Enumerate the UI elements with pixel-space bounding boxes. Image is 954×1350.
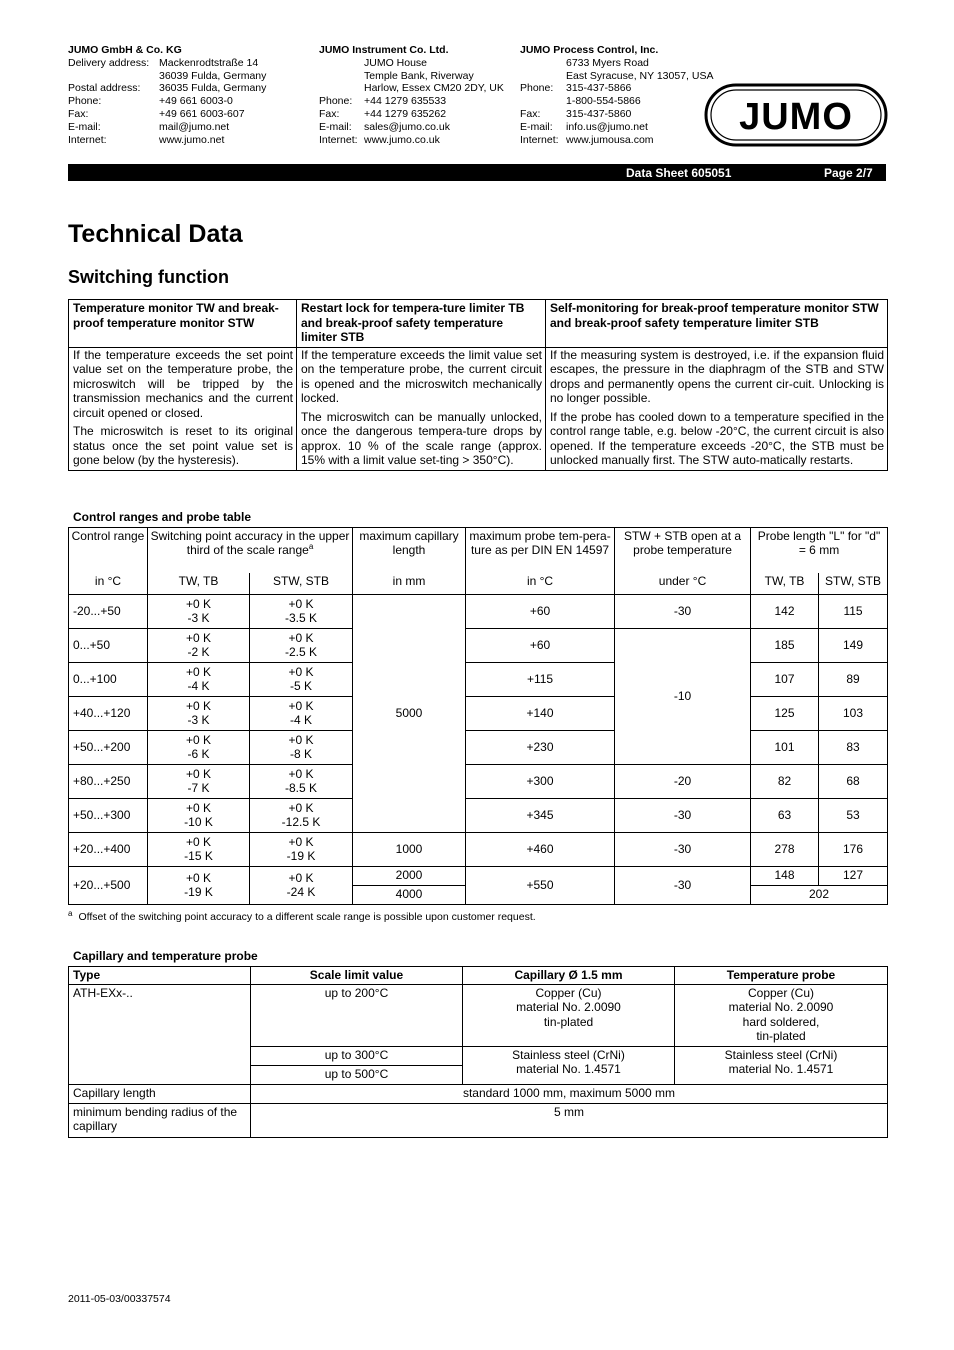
address-label: Phone: xyxy=(68,95,102,108)
length-cell: 278 xyxy=(751,833,819,867)
capillary-cell xyxy=(463,1046,675,1084)
accuracy-plus: +0 K xyxy=(288,767,314,781)
column-header: Scale limit value xyxy=(251,967,463,985)
column-header: Self-monitoring for break-proof temperature monitor STW and break-proof safety temperature limiter STB xyxy=(546,300,888,348)
page-number: Page 2/7 xyxy=(824,166,873,180)
accuracy-minus: -7 K xyxy=(187,780,210,795)
material-line: tin-plated xyxy=(756,1029,806,1043)
accuracy-minus: -8 K xyxy=(290,746,313,761)
document-id: 2011-05-03/00337574 xyxy=(68,1293,171,1305)
address-line xyxy=(520,108,713,121)
address-value: East Syracuse, NY 13057, USA xyxy=(566,69,714,82)
address-line xyxy=(68,134,266,147)
accuracy-plus: +0 K xyxy=(288,871,314,885)
length-cell: 185 xyxy=(751,629,819,663)
column-header: Type xyxy=(69,967,251,985)
accuracy-minus: -2.5 K xyxy=(285,644,318,659)
column-header: STW + STB open at a probe temperature xyxy=(615,528,751,573)
paragraph: If the probe has cooled down to a temperature specified in the control range table, e.g. below -20°C, the current circuit is also opened. If the temperature exceeds -20°C, the STB must be unlocked manually first. The STW auto-matically restarts. xyxy=(550,409,884,467)
length-cell: 149 xyxy=(819,629,888,663)
material-line: Copper (Cu) xyxy=(747,985,815,1000)
table-unit-row xyxy=(69,573,888,595)
address-line xyxy=(319,82,504,95)
address-block-uk xyxy=(319,44,504,146)
address-value: info.us@jumo.net xyxy=(566,120,648,133)
table-row xyxy=(69,347,888,470)
probe-temp-cell: +115 xyxy=(466,663,615,697)
address-value: 315-437-5866 xyxy=(566,82,632,95)
length-cell: 103 xyxy=(819,697,888,731)
address-block-germany xyxy=(68,44,266,146)
table-cell xyxy=(69,347,297,470)
accuracy-minus: -5 K xyxy=(290,678,313,693)
accuracy-cell xyxy=(148,765,250,799)
length-cell: 202 xyxy=(751,886,888,905)
range-cell: 0...+50 xyxy=(69,629,148,663)
accuracy-cell xyxy=(250,663,353,697)
column-header: Restart lock for tempera-ture limiter TB and break-proof safety temperature limiter STB xyxy=(297,300,546,348)
address-label: Postal address: xyxy=(68,82,141,95)
address-line xyxy=(520,70,713,83)
address-label: Internet: xyxy=(68,133,107,146)
accuracy-cell xyxy=(250,867,353,905)
table-header-row xyxy=(69,967,888,985)
unit-cell: under °C xyxy=(615,573,751,595)
scale-cell: up to 200°C xyxy=(251,984,463,1046)
header-text: Switching point accuracy in the upper third of the scale range xyxy=(150,529,350,557)
company-name: JUMO Process Control, Inc. xyxy=(520,44,659,56)
accuracy-minus: -24 K xyxy=(286,884,316,899)
address-line xyxy=(319,95,504,108)
unit-cell: in °C xyxy=(466,573,615,595)
datasheet-bar xyxy=(68,164,886,181)
accuracy-plus: +0 K xyxy=(185,631,212,645)
length-cell: 83 xyxy=(819,731,888,765)
column-header: Temperature monitor TW and break-proof temperature monitor STW xyxy=(69,300,297,348)
address-lines xyxy=(319,57,504,147)
range-cell: +50...+200 xyxy=(69,731,148,765)
length-cell: 53 xyxy=(819,799,888,833)
column-header: Probe length "L" for "d" = 6 mm xyxy=(751,528,888,573)
address-value: mail@jumo.net xyxy=(159,120,230,133)
address-line xyxy=(68,108,266,121)
probe-temp-cell: +230 xyxy=(466,731,615,765)
address-line xyxy=(68,57,266,70)
range-cell: +50...+300 xyxy=(69,799,148,833)
open-at-cell: -10 xyxy=(615,629,751,765)
accuracy-minus: -6 K xyxy=(187,746,210,761)
accuracy-minus: -8.5 K xyxy=(285,780,318,795)
address-value: www.jumo.net xyxy=(159,133,225,146)
address-label: Fax: xyxy=(520,107,541,120)
accuracy-plus: +0 K xyxy=(185,733,212,747)
address-line xyxy=(68,70,266,83)
accuracy-cell xyxy=(148,629,250,663)
probe-temp-cell: +60 xyxy=(466,595,615,629)
address-label: E-mail: xyxy=(68,120,101,133)
length-cell: 68 xyxy=(819,765,888,799)
address-label: Internet: xyxy=(520,133,559,146)
page-title: Technical Data xyxy=(68,220,243,248)
type-cell: ATH-EXx-.. xyxy=(69,984,251,1084)
accuracy-cell xyxy=(250,731,353,765)
accuracy-plus: +0 K xyxy=(185,597,212,611)
accuracy-plus: +0 K xyxy=(185,835,212,849)
accuracy-cell xyxy=(148,867,250,905)
capillary-cell: 2000 xyxy=(353,867,466,886)
table-caption: Capillary and temperature probe xyxy=(73,949,258,963)
logo-text: JUMO xyxy=(739,96,853,138)
material-line: material No. 2.0090 xyxy=(728,1000,834,1014)
paragraph: The microswitch is reset to its original status once the set point value set is gone below (by the hysteresis). xyxy=(73,424,293,467)
control-ranges-table xyxy=(68,527,888,905)
table-row xyxy=(69,731,888,765)
capillary-cell: 1000 xyxy=(353,833,466,867)
column-header: Capillary Ø 1.5 mm xyxy=(463,967,675,985)
address-line xyxy=(68,82,266,95)
range-cell: -20...+50 xyxy=(69,595,148,629)
row-label: Capillary length xyxy=(69,1084,251,1103)
address-value: +49 661 6003-607 xyxy=(159,107,245,120)
accuracy-cell xyxy=(148,697,250,731)
probe-temp-cell: +550 xyxy=(466,867,615,905)
length-cell: 89 xyxy=(819,663,888,697)
probe-cell xyxy=(675,1046,888,1084)
accuracy-cell xyxy=(148,799,250,833)
accuracy-plus: +0 K xyxy=(185,699,212,713)
table-cell xyxy=(546,347,888,470)
accuracy-plus: +0 K xyxy=(288,597,314,611)
capillary-cell: 4000 xyxy=(353,886,466,905)
unit-cell: STW, STB xyxy=(250,573,353,595)
address-value: www.jumo.co.uk xyxy=(364,133,440,146)
address-line xyxy=(319,57,504,70)
address-line xyxy=(319,70,504,83)
capillary-cell xyxy=(463,984,675,1046)
address-line xyxy=(319,121,504,134)
table-header-row xyxy=(69,528,888,573)
accuracy-minus: -3 K xyxy=(187,610,210,625)
footnote-marker: a xyxy=(68,909,73,918)
address-value: Temple Bank, Riverway xyxy=(364,69,474,82)
address-value: 36039 Fulda, Germany xyxy=(159,69,267,82)
unit-cell: STW, STB xyxy=(819,573,888,595)
address-line xyxy=(520,82,713,95)
material-line: tin-plated xyxy=(543,1014,594,1029)
address-value: 315-437-5860 xyxy=(566,107,632,120)
material-line: hard soldered, xyxy=(742,1014,820,1029)
accuracy-cell xyxy=(148,833,250,867)
address-value: +49 661 6003-0 xyxy=(159,95,233,108)
accuracy-plus: +0 K xyxy=(185,871,212,885)
probe-temp-cell: +140 xyxy=(466,697,615,731)
length-cell: 176 xyxy=(819,833,888,867)
range-cell: +20...+500 xyxy=(69,867,148,905)
address-value: sales@jumo.co.uk xyxy=(364,120,450,133)
material-line: Stainless steel (CrNi) xyxy=(512,1047,625,1062)
accuracy-plus: +0 K xyxy=(288,631,314,645)
table-caption: Control ranges and probe table xyxy=(73,510,252,524)
accuracy-minus: -2 K xyxy=(187,644,210,659)
accuracy-cell xyxy=(250,799,353,833)
footnote-marker: a xyxy=(308,541,314,551)
address-line xyxy=(520,121,713,134)
table-row xyxy=(69,663,888,697)
address-label: E-mail: xyxy=(319,120,352,133)
material-line: Stainless steel (CrNi) xyxy=(724,1047,838,1062)
length-cell: 82 xyxy=(751,765,819,799)
datasheet-number: Data Sheet 605051 xyxy=(626,166,732,180)
address-line xyxy=(520,57,713,70)
accuracy-minus: -4 K xyxy=(290,712,313,727)
unit-cell: TW, TB xyxy=(751,573,819,595)
open-at-cell: -30 xyxy=(615,867,751,905)
length-cell: 127 xyxy=(819,867,888,886)
probe-temp-cell: +460 xyxy=(466,833,615,867)
accuracy-cell xyxy=(250,595,353,629)
accuracy-plus: +0 K xyxy=(288,733,314,747)
address-block-usa xyxy=(520,44,713,146)
row-value: 5 mm xyxy=(251,1103,888,1137)
paragraph: If the temperature exceeds the set point value set on the temperature probe, the microswitch will be tripped by the transmission mechanics and the current circuit opened or closed. xyxy=(73,347,293,420)
range-cell: 0...+100 xyxy=(69,663,148,697)
table-row xyxy=(69,799,888,833)
accuracy-plus: +0 K xyxy=(288,699,314,713)
accuracy-minus: -10 K xyxy=(184,814,213,829)
address-value: Mackenrodtstraße 14 xyxy=(159,56,259,69)
probe-temp-cell: +300 xyxy=(466,765,615,799)
range-cell: +20...+400 xyxy=(69,833,148,867)
company-name: JUMO GmbH & Co. KG xyxy=(68,44,182,56)
table-cell xyxy=(297,347,546,470)
length-cell: 148 xyxy=(751,867,819,886)
material-line: Copper (Cu) xyxy=(535,985,602,1000)
accuracy-cell xyxy=(148,731,250,765)
address-lines xyxy=(68,57,266,147)
table-header-row xyxy=(69,300,888,348)
address-value: JUMO House xyxy=(364,56,428,69)
address-value: +44 1279 635533 xyxy=(364,95,447,108)
address-value: +44 1279 635262 xyxy=(364,107,447,120)
address-label: E-mail: xyxy=(520,120,553,133)
section-title: Switching function xyxy=(68,267,229,287)
accuracy-cell xyxy=(148,595,250,629)
accuracy-cell xyxy=(250,629,353,663)
address-value: 6733 Myers Road xyxy=(566,56,649,69)
probe-cell xyxy=(675,984,888,1046)
scale-cell: up to 500°C xyxy=(251,1065,463,1084)
switching-function-table xyxy=(68,299,888,471)
range-cell: +40...+120 xyxy=(69,697,148,731)
address-value: Harlow, Essex CM20 2DY, UK xyxy=(364,82,504,95)
paragraph: If the measuring system is destroyed, i.e. if the expansion fluid escapes, the pressure in the diaphragm of the STB and STW drops and permanently opens the current cir-cuit. Unlocking is no longer possible. xyxy=(550,347,884,405)
accuracy-minus: -3.5 K xyxy=(285,610,318,625)
row-label: minimum bending radius of the capillary xyxy=(69,1103,251,1137)
address-label: Delivery address: xyxy=(68,56,150,69)
length-cell: 63 xyxy=(751,799,819,833)
length-cell: 115 xyxy=(819,595,888,629)
footnote xyxy=(68,909,536,923)
column-header: Control range xyxy=(69,528,148,573)
address-label: Fax: xyxy=(319,107,340,120)
accuracy-plus: +0 K xyxy=(288,835,314,849)
address-label: Phone: xyxy=(520,82,554,95)
paragraph: If the temperature exceeds the limit value set on the temperature probe, the current circuit is opened and the microswitch mechanically locked. xyxy=(301,347,542,405)
accuracy-plus: +0 K xyxy=(288,665,314,679)
capillary-cell: 5000 xyxy=(353,595,466,833)
table-row xyxy=(69,984,888,1046)
accuracy-plus: +0 K xyxy=(185,767,212,781)
accuracy-cell xyxy=(250,697,353,731)
accuracy-minus: -15 K xyxy=(184,848,213,863)
address-lines xyxy=(520,57,713,147)
jumo-logo xyxy=(704,83,888,147)
length-cell: 107 xyxy=(751,663,819,697)
accuracy-cell xyxy=(250,833,353,867)
length-cell: 101 xyxy=(751,731,819,765)
accuracy-plus: +0 K xyxy=(185,801,212,815)
scale-cell: up to 300°C xyxy=(251,1046,463,1065)
open-at-cell: -20 xyxy=(615,765,751,799)
unit-cell: TW, TB xyxy=(148,573,250,595)
unit-cell: in °C xyxy=(69,573,148,595)
address-line xyxy=(520,134,713,147)
table-row xyxy=(69,867,888,886)
paragraph: The microswitch can be manually unlocked, once the dangerous tempera-ture drops by approx. 10 % of the scale range (approx. 15% with a limit value set-ting > 350°C). xyxy=(301,409,542,467)
accuracy-cell xyxy=(148,663,250,697)
company-name: JUMO Instrument Co. Ltd. xyxy=(319,44,449,56)
open-at-cell: -30 xyxy=(615,833,751,867)
address-label: Internet: xyxy=(319,133,358,146)
column-header: Temperature probe xyxy=(675,967,888,985)
accuracy-minus: -19 K xyxy=(184,884,213,899)
range-cell: +80...+250 xyxy=(69,765,148,799)
table-row xyxy=(69,595,888,629)
table-row xyxy=(69,629,888,663)
table-row xyxy=(69,1103,888,1137)
accuracy-minus: -12.5 K xyxy=(281,814,321,829)
open-at-cell: -30 xyxy=(615,595,751,629)
length-cell: 125 xyxy=(751,697,819,731)
address-line xyxy=(68,121,266,134)
accuracy-minus: -3 K xyxy=(187,712,210,727)
address-line xyxy=(319,108,504,121)
length-cell: 142 xyxy=(751,595,819,629)
material-line: material No. 1.4571 xyxy=(516,1062,621,1076)
address-value: www.jumousa.com xyxy=(566,133,654,146)
column-header: maximum capillary length xyxy=(353,528,466,573)
address-line xyxy=(319,134,504,147)
table-row xyxy=(69,833,888,867)
row-value: standard 1000 mm, maximum 5000 mm xyxy=(251,1084,888,1103)
accuracy-minus: -19 K xyxy=(286,848,316,863)
probe-temp-cell: +60 xyxy=(466,629,615,663)
address-line xyxy=(68,95,266,108)
probe-temp-cell: +345 xyxy=(466,799,615,833)
address-value: 1-800-554-5866 xyxy=(566,95,641,108)
material-line: material No. 2.0090 xyxy=(516,1000,621,1014)
capillary-probe-table xyxy=(68,966,888,1138)
accuracy-minus: -4 K xyxy=(187,678,210,693)
table-row xyxy=(69,765,888,799)
address-label: Phone: xyxy=(319,95,353,108)
address-value: 36035 Fulda, Germany xyxy=(159,82,267,95)
table-row xyxy=(69,697,888,731)
footnote-text: Offset of the switching point accuracy to a different scale range is possible upon customer request. xyxy=(78,911,536,923)
address-line xyxy=(520,95,713,108)
table-row xyxy=(69,1084,888,1103)
material-line: material No. 1.4571 xyxy=(728,1062,834,1076)
address-label: Fax: xyxy=(68,107,89,120)
accuracy-plus: +0 K xyxy=(185,665,212,679)
column-header xyxy=(148,528,353,573)
accuracy-plus: +0 K xyxy=(288,801,314,815)
open-at-cell: -30 xyxy=(615,799,751,833)
accuracy-cell xyxy=(250,765,353,799)
unit-cell: in mm xyxy=(353,573,466,595)
column-header: maximum probe tem-pera-ture as per DIN EN 14597 xyxy=(466,528,615,573)
